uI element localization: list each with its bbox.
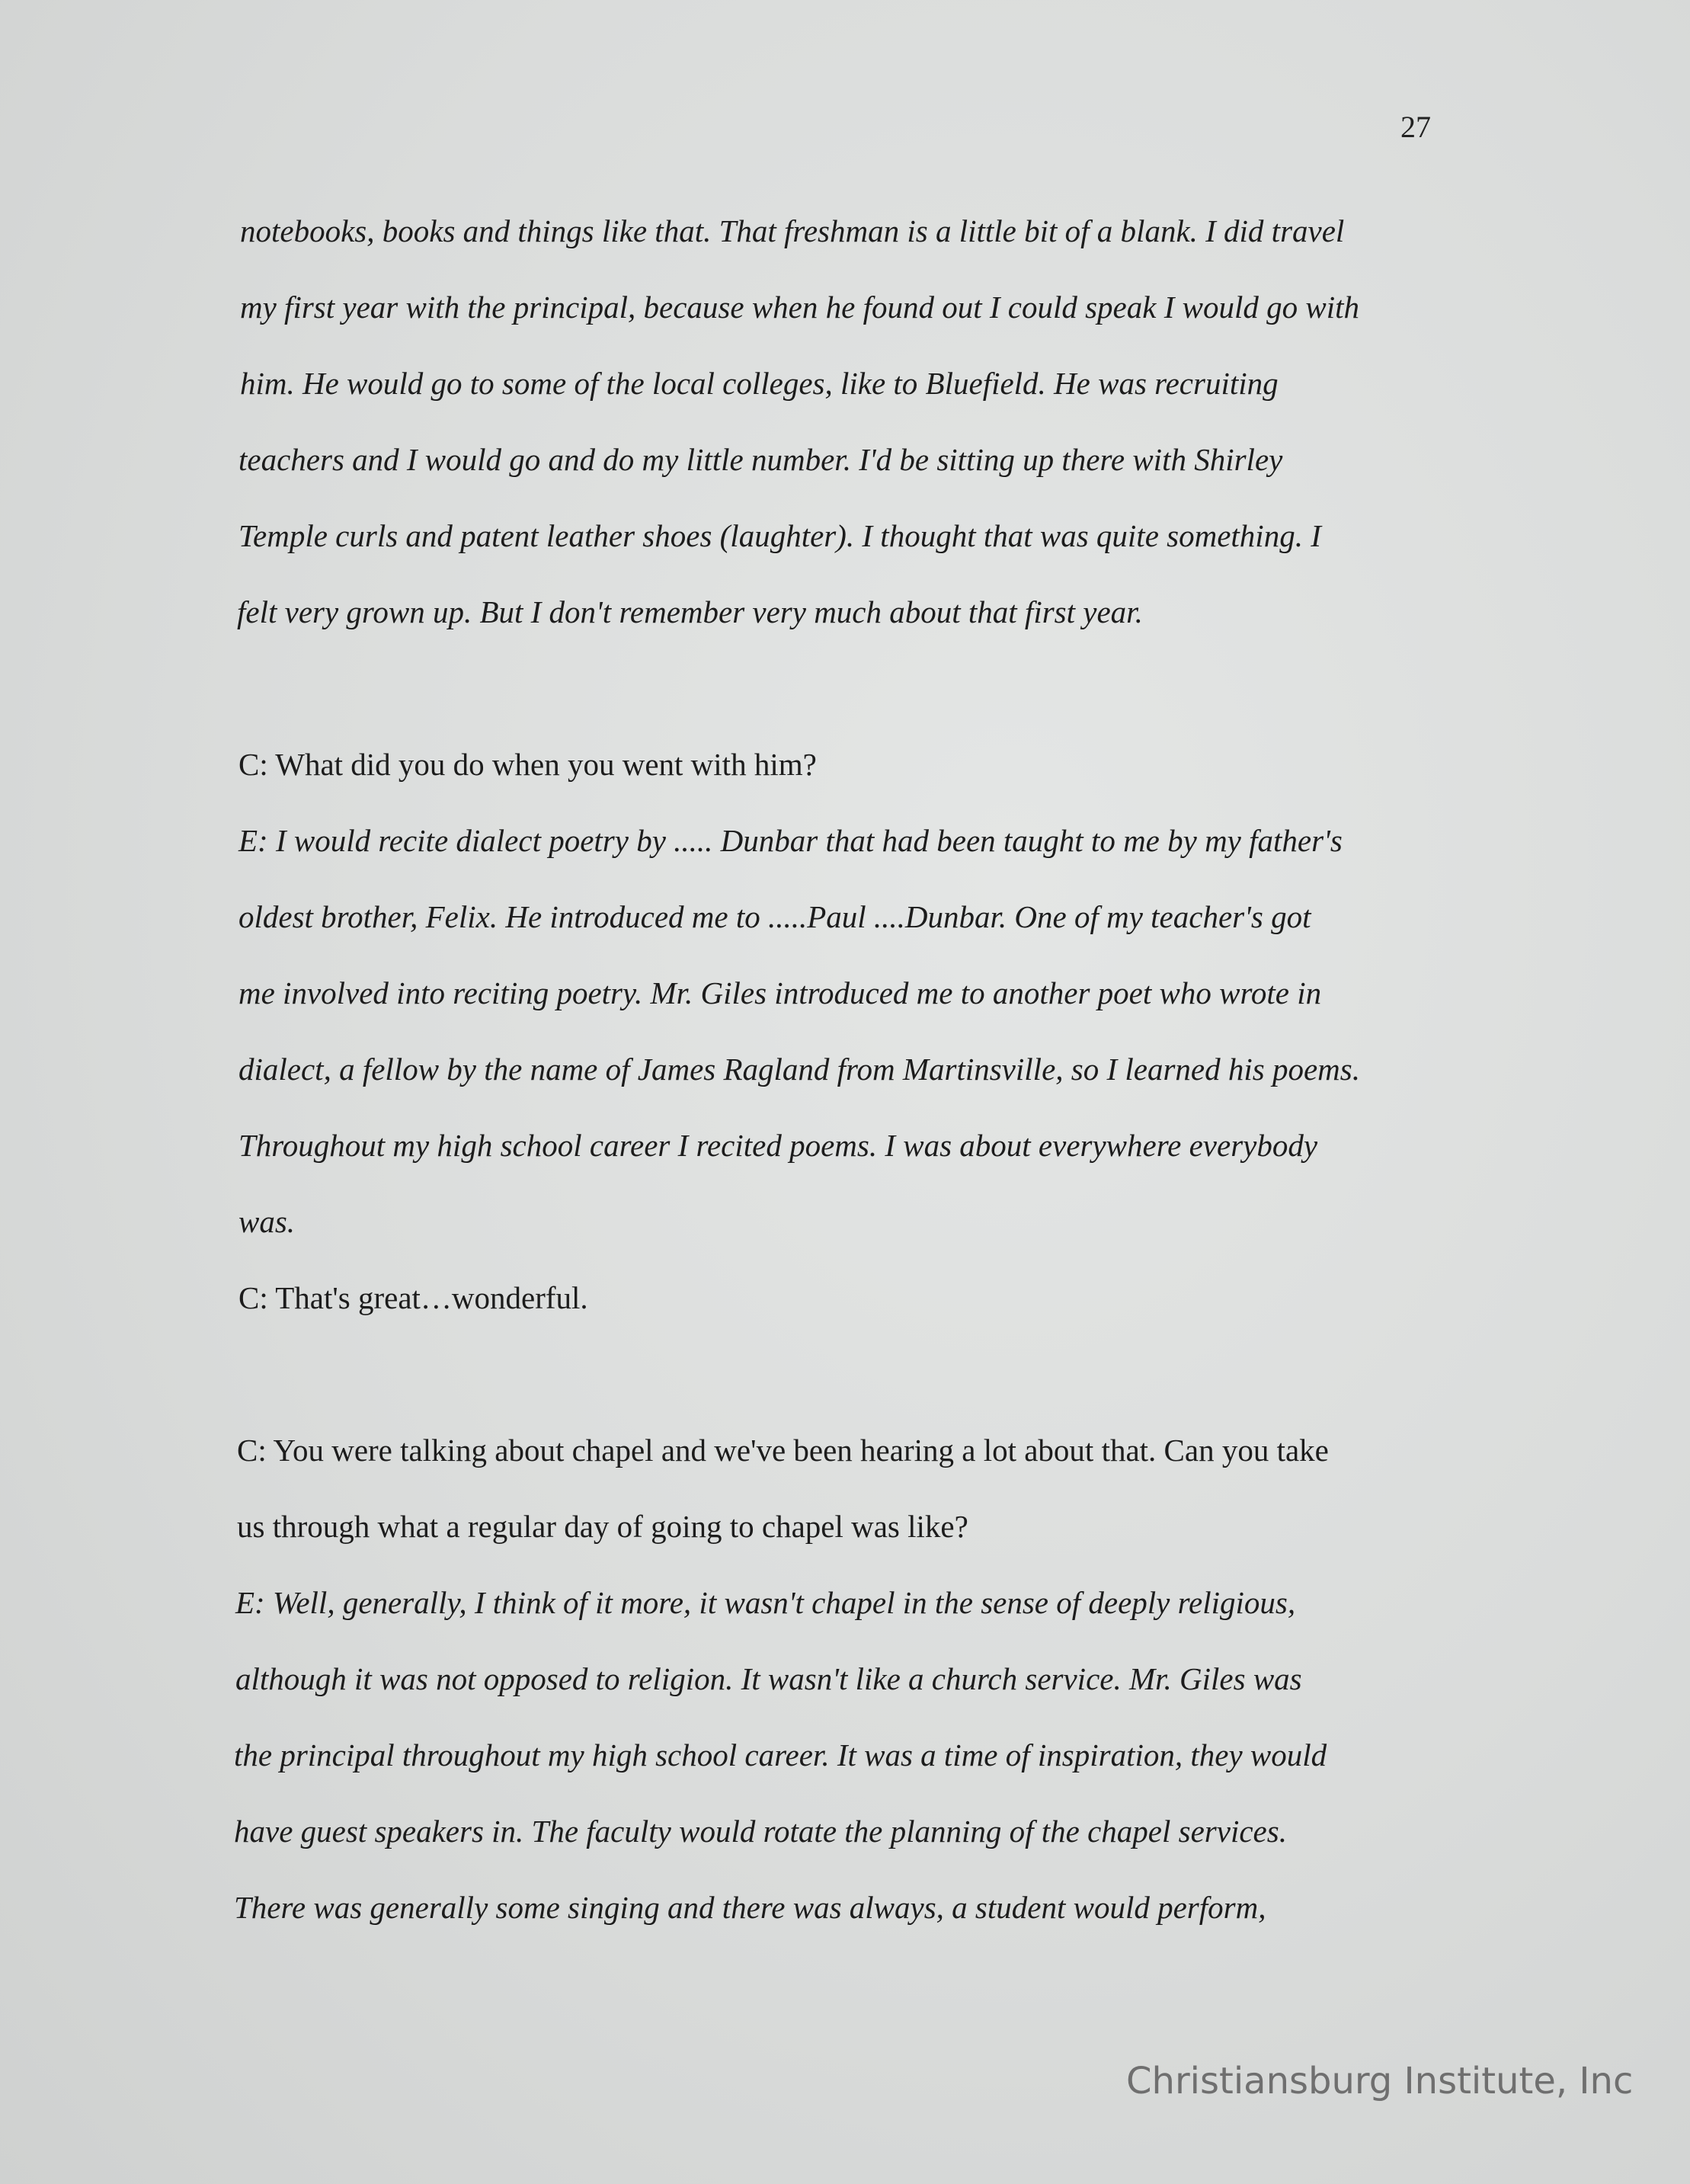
text-line: Temple curls and patent leather shoes (laughter). I thought that was quite something. I — [238, 518, 1321, 553]
text-line: dialect, a fellow by the name of James Ragland from Martinsville, so I learned his poems. — [238, 1052, 1360, 1087]
text-line: There was generally some singing and there was always, a student would perform, — [234, 1890, 1266, 1925]
text-line: although it was not opposed to religion. It wasn't like a church service. Mr. Giles was — [235, 1661, 1302, 1696]
text-line: Throughout my high school career I recited poems. I was about everywhere everybody — [238, 1128, 1318, 1163]
text-line: E: I would recite dialect poetry by ..... Dunbar that had been taught to me by my father's — [238, 823, 1343, 858]
text-line: oldest brother, Felix. He introduced me to .....Paul ....Dunbar. One of my teacher's got — [238, 899, 1311, 934]
page-number: 27 — [1400, 110, 1431, 144]
text-line: me involved into reciting poetry. Mr. Giles introduced me to another poet who wrote in — [238, 975, 1322, 1010]
text-line: E: Well, generally, I think of it more, it wasn't chapel in the sense of deeply religious, — [235, 1585, 1296, 1620]
text-line: was. — [238, 1204, 296, 1239]
comment-1: C: That's great…wonderful. — [238, 1280, 588, 1315]
text-line: teachers and I would go and do my little number. I'd be sitting up there with Shirley — [238, 442, 1283, 477]
text-line: felt very grown up. But I don't remember very much about that first year. — [237, 594, 1143, 629]
text-line: us through what a regular day of going to chapel was like? — [237, 1509, 968, 1544]
text-line: C: You were talking about chapel and we've been hearing a lot about that. Can you take — [237, 1433, 1329, 1468]
watermark: Christiansburg Institute, Inc — [1126, 2060, 1634, 2102]
text-line: notebooks, books and things like that. That freshman is a little bit of a blank. I did travel — [240, 213, 1345, 248]
text-line: the principal throughout my high school career. It was a time of inspiration, they would — [234, 1737, 1327, 1772]
text-line: him. He would go to some of the local colleges, like to Bluefield. He was recruiting — [240, 366, 1279, 401]
question-1: C: What did you do when you went with him? — [238, 747, 817, 782]
text-line: my first year with the principal, because when he found out I could speak I would go with — [240, 290, 1359, 325]
text-line: have guest speakers in. The faculty would rotate the planning of the chapel services. — [234, 1814, 1287, 1849]
